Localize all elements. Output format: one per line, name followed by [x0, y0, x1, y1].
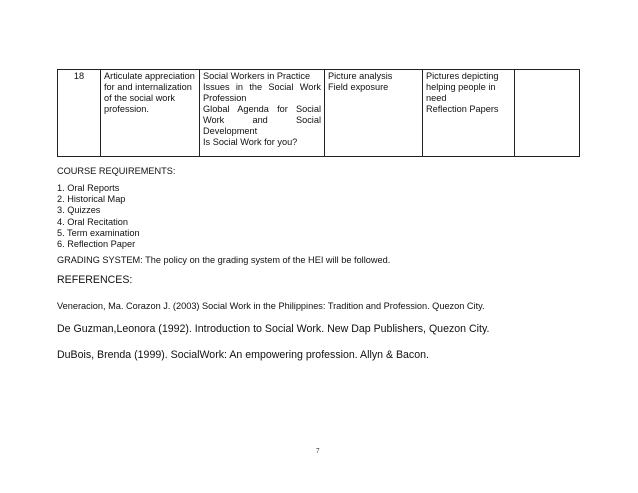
requirements-list — [57, 183, 140, 250]
list-item: 3. Quizzes — [57, 205, 101, 216]
syllabus-table — [57, 69, 580, 157]
course-requirements-heading: COURSE REQUIREMENTS: — [57, 166, 176, 176]
reference-item: DuBois, Brenda (1999). SocialWork: An empowering profession. Allyn & Bacon. — [57, 349, 429, 361]
week-cell: 18 — [58, 70, 101, 157]
references-heading: REFERENCES: — [57, 274, 133, 286]
page-number: 7 — [316, 447, 320, 455]
list-item: 5. Term examination — [57, 227, 140, 238]
grading-system-text: GRADING SYSTEM: The policy on the grading system of the HEI will be followed. — [57, 255, 391, 265]
list-item: 1. Oral Reports — [57, 183, 120, 193]
remarks-cell — [515, 70, 580, 157]
assessment-cell: Pictures depicting helping people in need Reflection Papers — [423, 70, 515, 157]
activities-cell: Picture analysis Field exposure — [325, 70, 423, 157]
list-item: 4. Oral Recitation — [57, 216, 128, 227]
reference-item: Veneracion, Ma. Corazon J. (2003) Social Work in the Philippines: Tradition and Profession. Quezon City. — [57, 301, 485, 311]
table-row — [58, 70, 580, 157]
learning-outcome-cell: Articulate appreciation for and internalization of the social work profession. — [101, 70, 200, 157]
list-item: 6. Reflection Paper — [57, 239, 136, 250]
list-item: 2. Historical Map — [57, 194, 126, 205]
topic-content-cell: Social Workers in Practice Issues in the Social Work Profession Global Agenda for Social Work and Social Development Is Social Work for you? — [200, 70, 325, 157]
reference-item: De Guzman,Leonora (1992). Introduction to Social Work. New Dap Publishers, Quezon City. — [57, 323, 490, 335]
